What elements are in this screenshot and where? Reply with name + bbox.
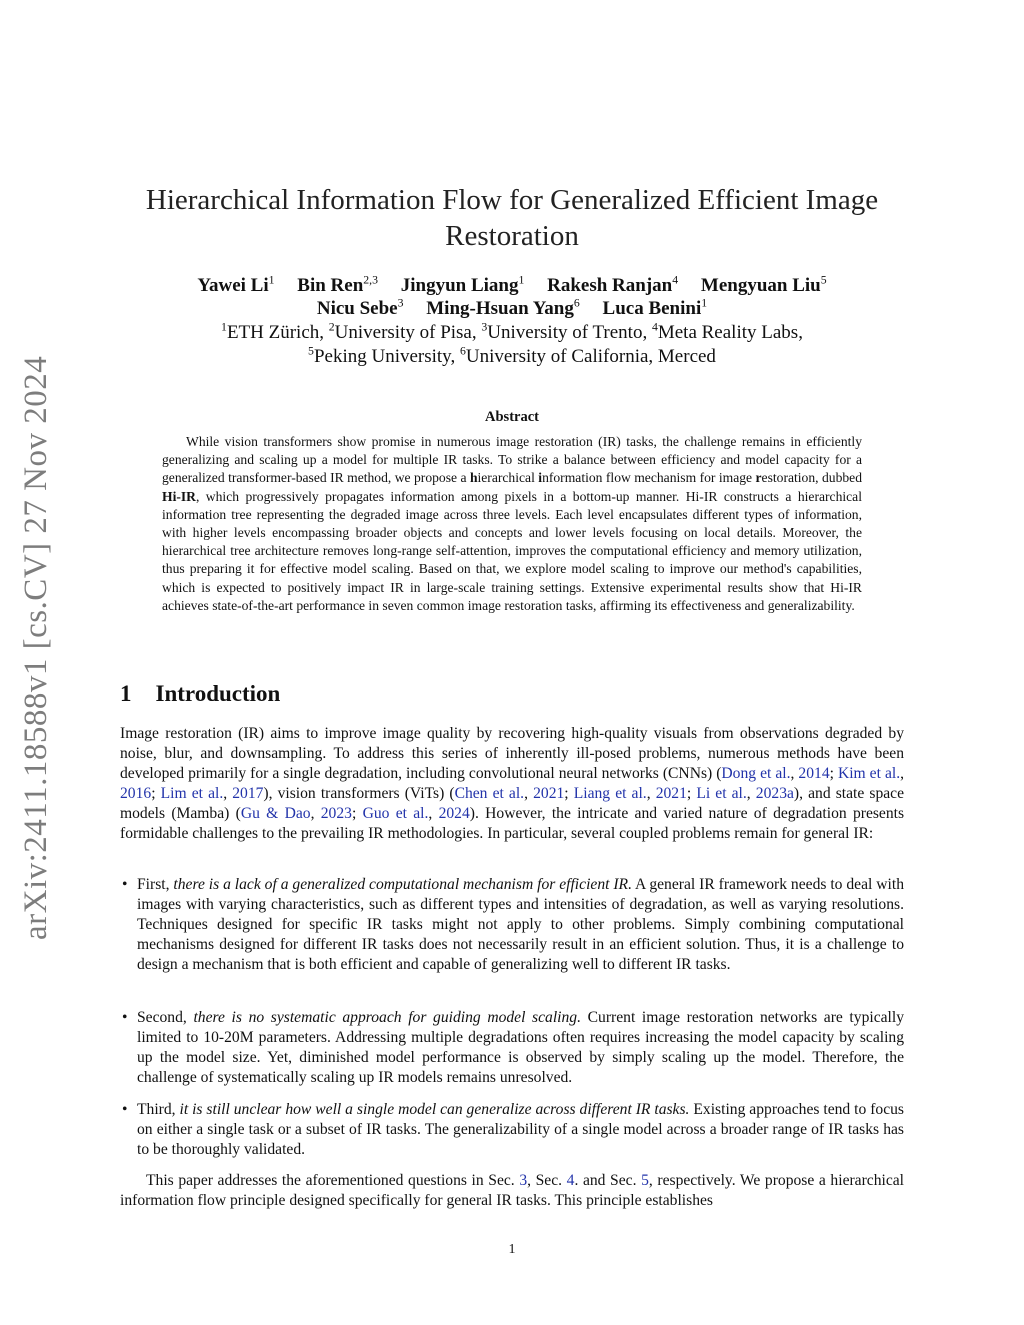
affiliation-list: $^1$ETH Zürich, $^2$University of Pisa, $^3$University of Trento, $^4$Meta Reality Labs, $^5$Peking University, $^6$University of California, Merced <box>221 320 803 367</box>
author: Yawei Li$^1$ <box>197 273 275 296</box>
citation-link[interactable]: 2021 <box>533 785 565 802</box>
affiliation: $^4$Meta Reality Labs <box>651 320 799 343</box>
bullet-marker: • <box>122 1101 128 1118</box>
citation-link[interactable]: 2017 <box>232 785 264 802</box>
citation-link[interactable]: Li et al. <box>696 785 747 802</box>
citation-link[interactable]: Kim et al. <box>837 765 901 782</box>
author: Luca Benini$^1$ <box>602 296 708 319</box>
author-list <box>120 274 904 320</box>
affiliation: $^6$University of California, Merced <box>459 344 716 367</box>
citation-link[interactable]: Liang et al. <box>573 785 647 802</box>
bullet-item: • Second, there is no systematic approach for guiding model scaling. Current image restoration networks are typically limited to 10-20M parameters. Addressing multiple degradations often requires increasing the model capacity by scaling up the model size. Yet, diminished model performance is observed by simply scaling up the model. Therefore, the challenge of systematically scaling up IR models remains unresolved. <box>122 1009 904 1086</box>
author: Jingyun Liang$^1$ <box>400 273 525 296</box>
section-heading: 1 Introduction <box>120 681 281 706</box>
citation-link[interactable]: 2014 <box>798 765 830 782</box>
citation-link[interactable]: Chen et al. <box>454 785 525 802</box>
author: Bin Ren$^{2,3}$ <box>297 273 378 296</box>
affiliation: $^3$University of Trento <box>481 320 643 343</box>
closing-paragraph: This paper addresses the aforementioned questions in Sec. 3, Sec. 4. and Sec. 5, respectively. We propose a hierarchical information flow principle designed specifically for general IR tasks. This principle establishes <box>120 1172 905 1209</box>
author: Rakesh Ranjan$^4$ <box>547 273 679 296</box>
citation-link[interactable]: Guo et al. <box>362 805 429 822</box>
affiliation: $^5$Peking University <box>308 344 451 367</box>
author: Ming-Hsuan Yang$^6$ <box>426 296 580 319</box>
section-reference-link[interactable]: 5 <box>641 1172 649 1189</box>
author: Mengyuan Liu$^5$ <box>700 273 827 296</box>
section-reference-link[interactable]: 4 <box>566 1172 575 1189</box>
abstract-heading: Abstract <box>485 409 539 425</box>
citation-link[interactable]: 2016 <box>120 785 152 802</box>
intro-paragraph: Image restoration (IR) aims to improve image quality by recovering high-quality visuals from observations degraded by noise, blur, and downsampling. To address this series of inherently ill-posed problems, numerous methods have been developed primarily for a single degradation, including convolutional neural networks (CNNs) (Dong et al., 2014; Kim et al., 2016; Lim et al., 2017), vision transformers (ViTs) (Chen et al., 2021; Liang et al., 2021; Li et al., 2023a), and state space models (Mamba) (Gu & Dao, 2023; Guo et al., 2024). However, the intricate and varied nature of degradation presents formidable challenges to the prevailing IR methodologies. In particular, several coupled problems remain for general IR: <box>120 725 905 842</box>
affiliation: $^2$University of Pisa <box>328 320 472 343</box>
bullet-marker: • <box>122 1009 128 1026</box>
author: Nicu Sebe$^3$ <box>316 296 404 319</box>
bullet-item: • First, there is a lack of a generalized computational mechanism for efficient IR. A general IR framework needs to deal with images with varying characteristics, such as different types and intensities of degradation, as well as varying resolutions. Techniques designed for specific IR tasks might not apply to other problems. Simply combining computational mechanisms designed for different IR tasks does not necessarily result in an efficient solution. Thus, it is a challenge to design a mechanism that is both efficient and capable of generalizing well to different IR tasks. <box>122 876 904 973</box>
citation-link[interactable]: Gu & Dao <box>240 805 311 822</box>
citation-link[interactable]: 2023 <box>320 805 352 822</box>
page-number: 1 <box>508 1242 516 1257</box>
bullet-item: • Third, it is still unclear how well a single model can generalize across different IR tasks. Existing approaches tend to focus on either a single task or a subset of IR tasks. The generalizability of a single model across a broader range of IR tasks has to be thoroughly validated. <box>122 1101 904 1158</box>
citation-link[interactable]: 2021 <box>655 785 687 802</box>
citation-link[interactable]: 2024 <box>438 805 470 822</box>
affiliation: $^1$ETH Zürich <box>221 320 320 343</box>
citation-link[interactable]: Lim et al. <box>160 785 224 802</box>
citation-link[interactable]: 2023a <box>755 785 794 802</box>
bullet-marker: • <box>122 876 128 893</box>
paper-title: Hierarchical Information Flow for Generalized Efficient Image Restoration <box>145 184 879 252</box>
citation-link[interactable]: Dong et al. <box>721 765 791 782</box>
arxiv-identifier-stamp: arXiv:2411.18588v1 [cs.CV] 27 Nov 2024 <box>18 355 54 940</box>
abstract-text: While vision transformers show promise in numerous image restoration (IR) tasks, the challenge remains in efficiently generalizing and scaling up a model for multiple IR tasks. To strike a balance between efficiency and model capacity for a generalized transformer-based IR method, we propose a hierarchical information flow mechanism for image restoration, dubbed Hi-IR, which progressively propagates information among pixels in a bottom-up manner. Hi-IR constructs a hierarchical information tree representing the degraded image across three levels. Each level encapsulates different types of information, with higher levels encompassing broader objects and concepts and lower levels focusing on local details. Moreover, the hierarchical tree architecture removes long-range self-attention, improves the computational efficiency and memory utilization, thus preparing it for effective model scaling. Based on that, we explore model scaling to improve our method's capabilities, which is expected to positively impact IR in large-scale training settings. Extensive experimental results show that Hi-IR achieves state-of-the-art performance in seven common image restoration tasks, affirming its effectiveness and generalizability. <box>162 434 862 613</box>
section-reference-link[interactable]: 3 <box>519 1172 528 1189</box>
